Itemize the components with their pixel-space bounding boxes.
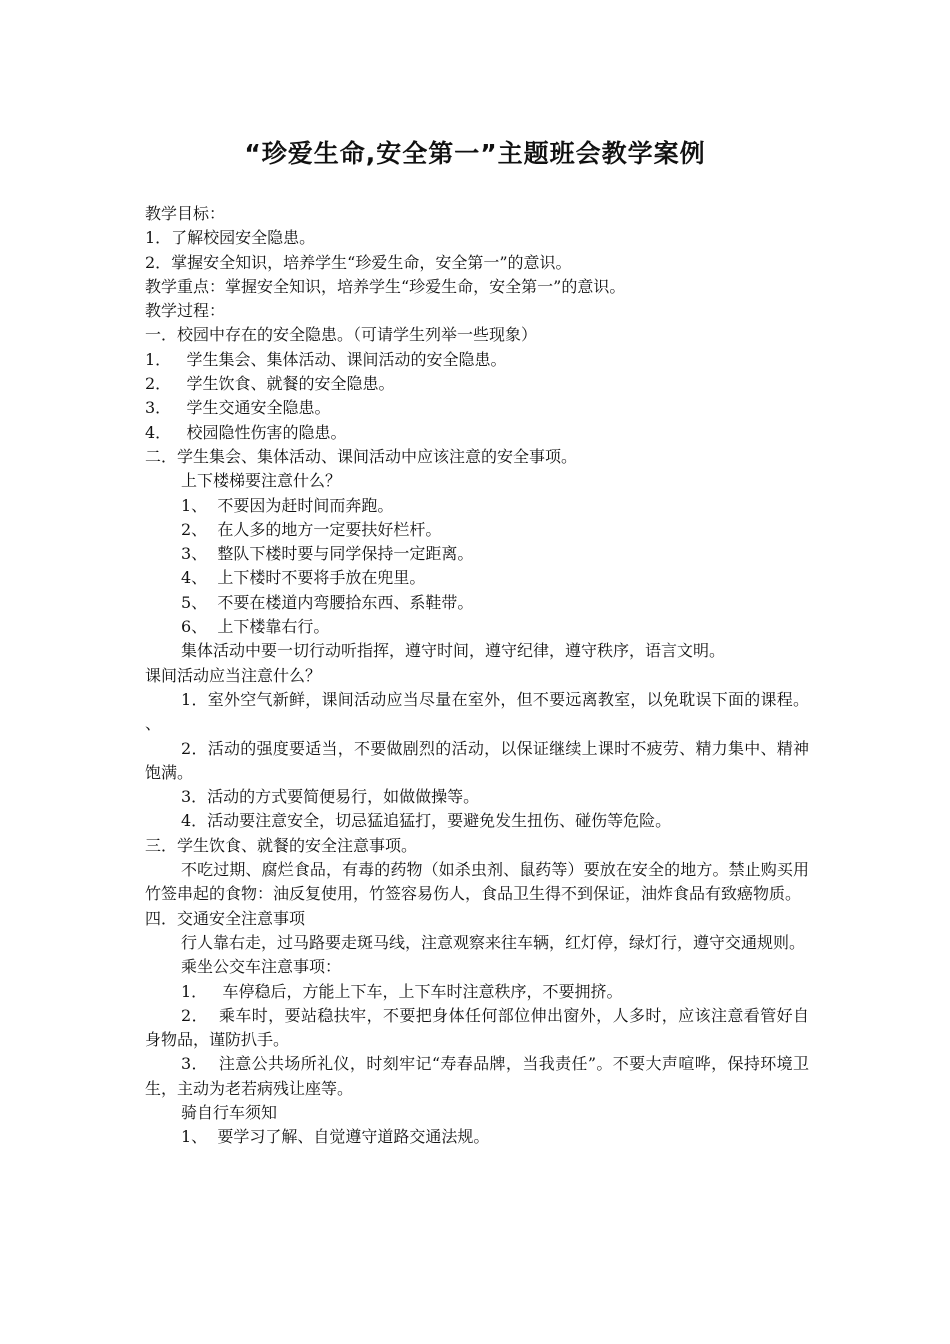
paragraph-line: 3．活动的方式要简便易行，如做做操等。	[181, 787, 480, 807]
paragraph-line: 4、 上下楼时不要将手放在兜里。	[181, 568, 426, 588]
paragraph-line: 3． 学生交通安全隐患。	[145, 398, 331, 418]
paragraph-line: 四．交通安全注意事项	[145, 908, 306, 928]
paragraph-line: 教学目标：	[145, 204, 226, 223]
paragraph-line: 4． 校园隐性伤害的隐患。	[145, 422, 347, 442]
paragraph-line: 1、 不要因为赶时间而奔跑。	[181, 495, 394, 515]
paragraph-line: 二．学生集会、集体活动、课间活动中应该注意的安全事项。	[145, 446, 578, 466]
document-title: “珍爱生命,安全第一”主题班会教学案例	[244, 139, 706, 168]
paragraph-line: 不吃过期、腐烂食品，有毒的药物（如杀虫剂、鼠药等）要放在安全的地方。禁止购买用竹签串起的食物：油反复使用，竹签容易伤人，食品卫生得不到保证，油炸食品有致癌物质。	[145, 860, 809, 904]
paragraph-line: 2、 在人多的地方一定要扶好栏杆。	[181, 519, 442, 539]
paragraph-line: 教学过程：	[145, 301, 226, 321]
paragraph-line: 课间活动应当注意什么？	[145, 665, 322, 685]
paragraph-line: 2．掌握安全知识，培养学生“珍爱生命，安全第一”的意识。	[145, 252, 572, 272]
paragraph-line: 集体活动中要一切行动听指挥，遵守时间，遵守纪律，遵守秩序，语言文明。	[181, 641, 726, 661]
paragraph-line: 3． 注意公共场所礼仪，时刻牢记“寿春品牌，当我责任”。不要大声喧哗，保持环境卫生，主动为老若病残让座等。	[145, 1054, 809, 1098]
paragraph-line: 骑自行车须知	[181, 1102, 278, 1122]
paragraph-line: 教学重点：掌握安全知识，培养学生“珍爱生命，安全第一”的意识。	[145, 276, 626, 296]
paragraph-line: 3、 整队下楼时要与同学保持一定距离。	[181, 544, 474, 564]
paragraph-line: 4．活动要注意安全，切忌猛追猛打，要避免发生扭伤、碰伤等危险。	[181, 811, 672, 831]
paragraph-line: 6、 上下楼靠右行。	[181, 617, 330, 637]
paragraph-line: 5、 不要在楼道内弯腰拾东西、系鞋带。	[181, 592, 474, 612]
paragraph-line: 上下楼梯要注意什么？	[181, 471, 342, 491]
paragraph-line: 2． 乘车时，要站稳扶牢，不要把身体任何部位伸出窗外，人多时，应该注意看管好自身物品，谨防扒手。	[145, 1005, 809, 1050]
paragraph-line: 1． 学生集会、集体活动、课间活动的安全隐患。	[145, 349, 507, 369]
paragraph-line: 2．活动的强度要适当，不要做剧烈的活动，以保证继续上课时不疲劳、精力集中、精神饱满。	[145, 738, 809, 782]
paragraph-line: 三．学生饮食、就餐的安全注意事项。	[145, 835, 418, 855]
paragraph-line: 一．校园中存在的安全隐患。（可请学生列举一些现象）	[145, 325, 538, 345]
paragraph-line: 1、 要学习了解、自觉遵守道路交通法规。	[181, 1127, 490, 1147]
paragraph-line: 2． 学生饮食、就餐的安全隐患。	[145, 374, 395, 394]
document-body	[145, 202, 840, 1150]
paragraph-line: 乘坐公交车注意事项：	[181, 957, 342, 977]
paragraph-line: 1． 车停稳后，方能上下车，上下车时注意秩序，不要拥挤。	[181, 981, 623, 1001]
paragraph-line: 1．室外空气新鲜，课间活动应当尽量在室外，但不要远离教室，以免耽误下面的课程。 、	[145, 689, 840, 734]
paragraph-line: 行人靠右走，过马路要走斑马线，注意观察来往车辆，红灯停，绿灯行，遵守交通规则。	[181, 932, 806, 952]
paragraph-line: 1．了解校园安全隐患。	[145, 228, 316, 248]
